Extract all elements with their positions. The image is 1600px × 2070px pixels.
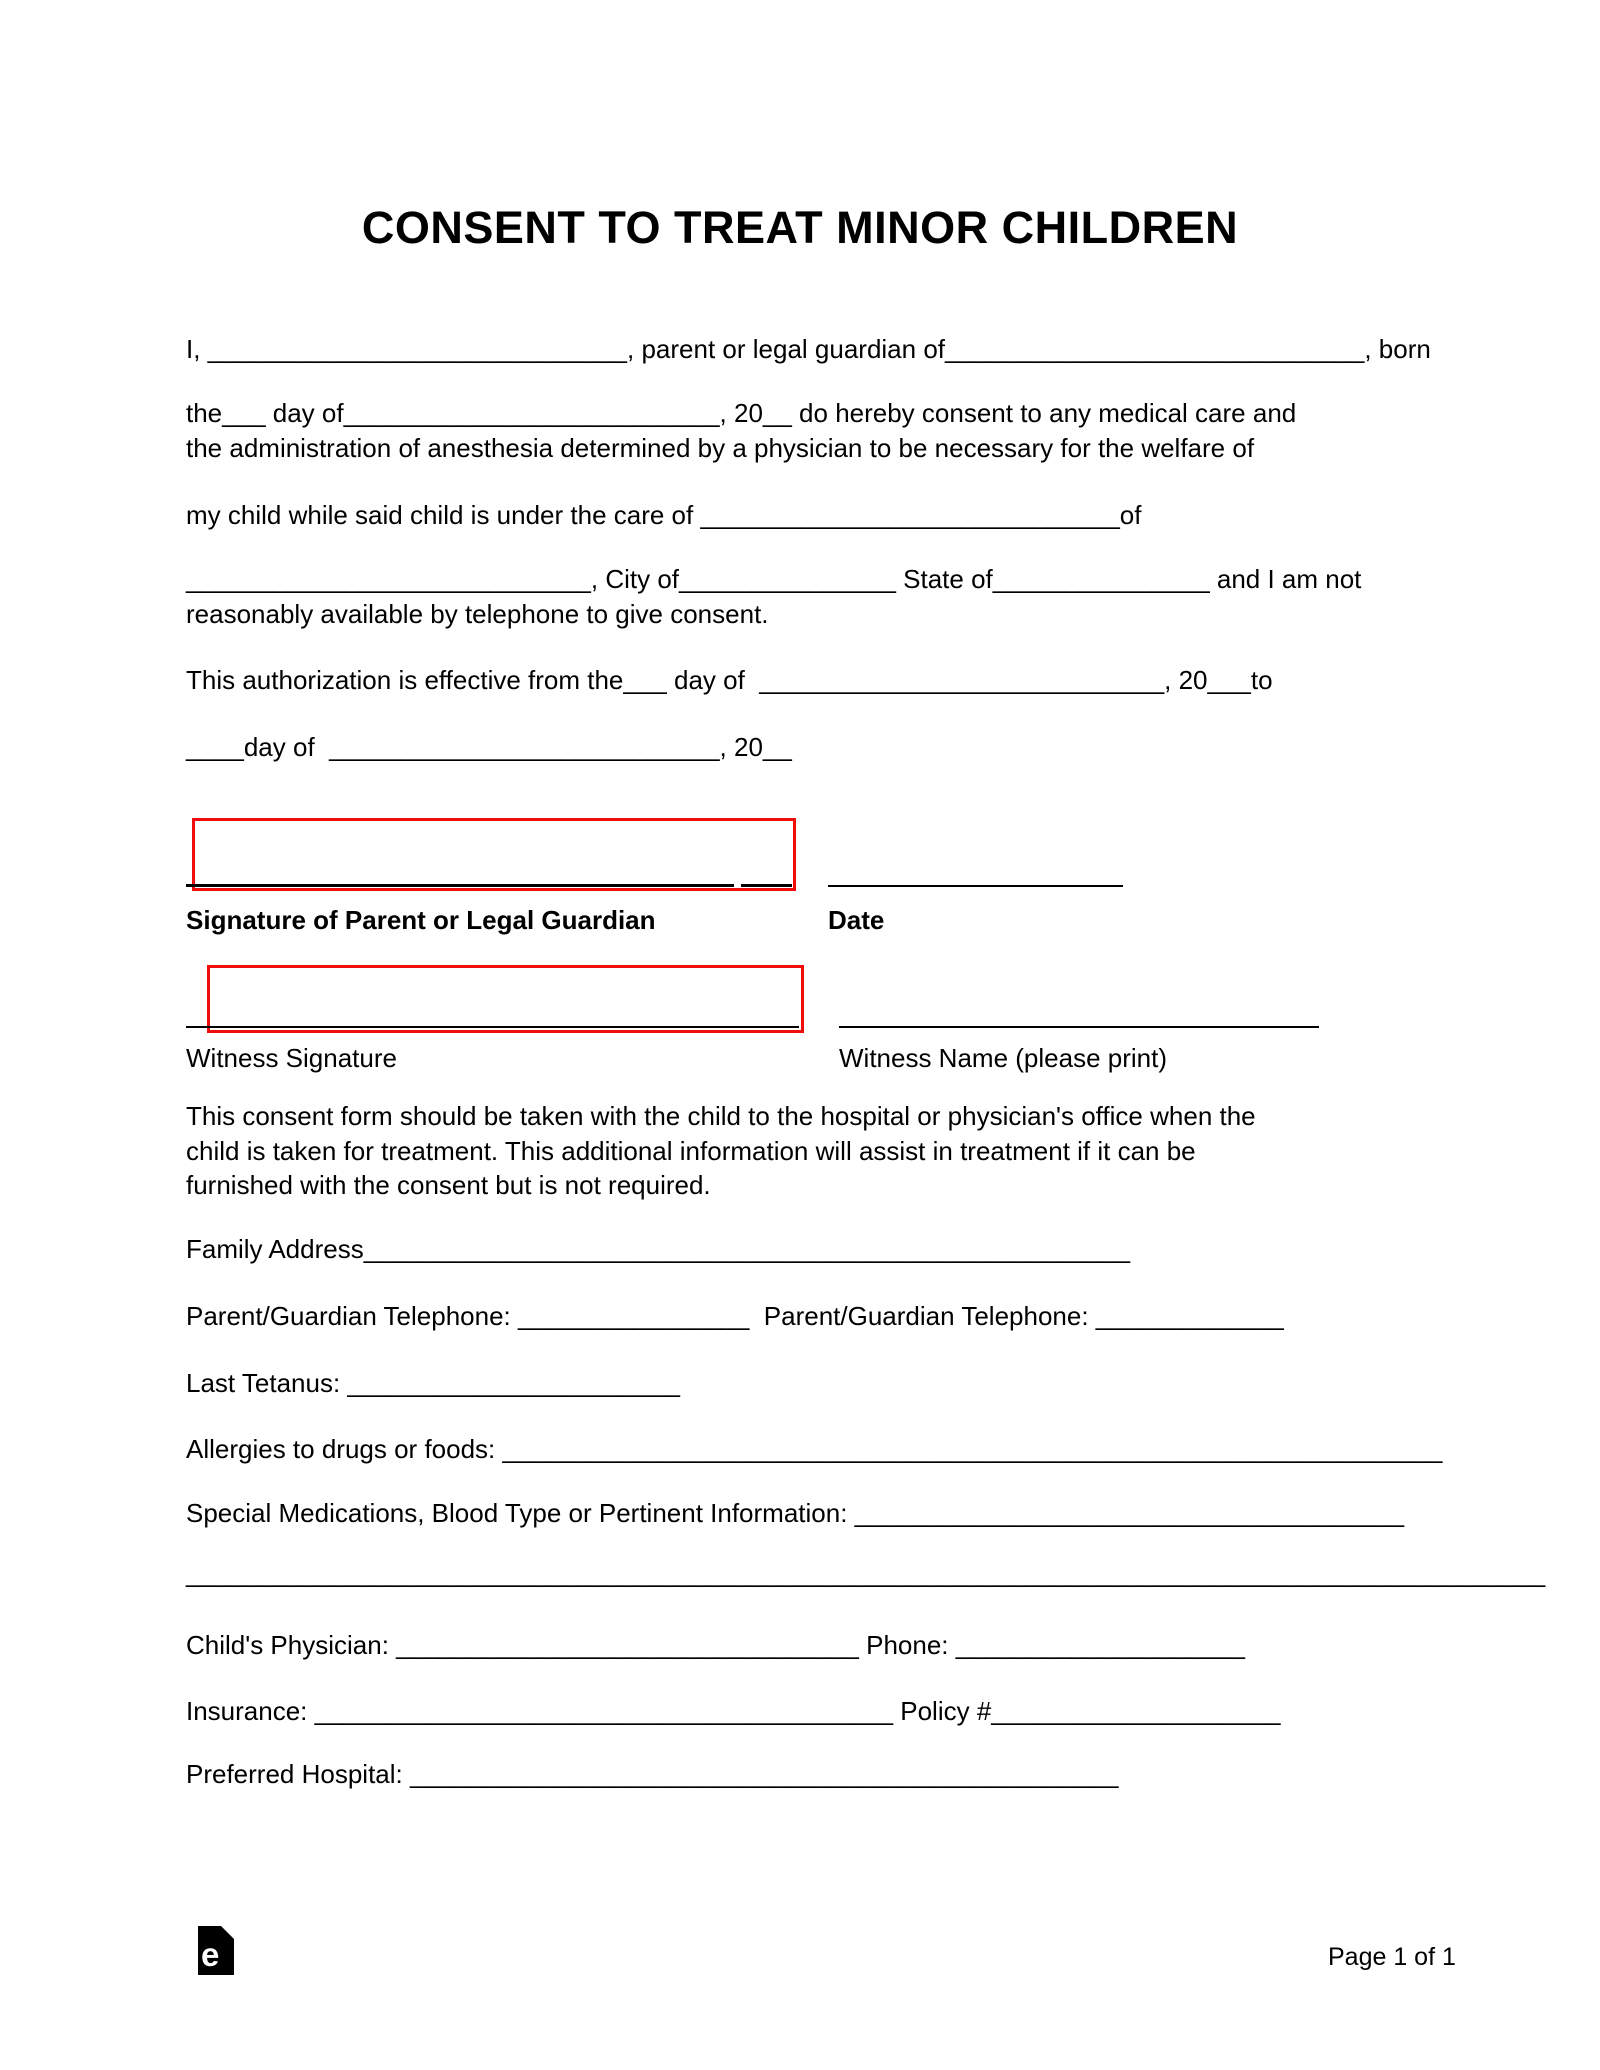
witness-signature-field[interactable] — [207, 965, 804, 1033]
parent-signature-line-end — [741, 884, 792, 887]
telephones-field: Parent/Guardian Telephone: ________________ Parent/Guardian Telephone: _____________ — [186, 1301, 1284, 1331]
info-paragraph-line3: furnished with the consent but is not required. — [186, 1170, 711, 1200]
info-paragraph-line2: child is taken for treatment. This additional information will assist in treatment if it can be — [186, 1136, 1196, 1166]
parent-signature-label: Signature of Parent or Legal Guardian — [186, 905, 656, 935]
page-indicator: Page 1 of 1 — [1328, 1943, 1456, 1971]
witness-signature-line — [186, 1026, 799, 1028]
parent-signature-line — [186, 884, 734, 887]
page-title: CONSENT TO TREAT MINOR CHILDREN — [361, 202, 1239, 253]
eforms-logo-letter: e — [201, 1936, 220, 1973]
last-tetanus-field: Last Tetanus: _______________________ — [186, 1368, 680, 1398]
witness-signature-label: Witness Signature — [186, 1043, 397, 1073]
allergies-field: Allergies to drugs or foods: _________________________________________________________________ — [186, 1434, 1443, 1464]
parent-signature-field[interactable] — [192, 818, 796, 891]
special-medications-field: Special Medications, Blood Type or Pertinent Information: ______________________________________ — [186, 1498, 1405, 1528]
para5-line1: This authorization is effective from the___ day of ____________________________, 20___to — [186, 665, 1273, 695]
witness-name-line — [839, 1026, 1319, 1028]
para2-line1: the___ day of__________________________, 20__ do hereby consent to any medical care and — [186, 398, 1297, 428]
date-label: Date — [828, 905, 885, 935]
family-address-field: Family Address_____________________________________________________ — [186, 1234, 1131, 1264]
para4-line2: reasonably available by telephone to give consent. — [186, 599, 769, 629]
para2-line2: the administration of anesthesia determined by a physician to be necessary for the welfare of — [186, 433, 1255, 463]
childs-physician-field: Child's Physician: ________________________________ Phone: ____________________ — [186, 1630, 1245, 1660]
para3-line1: my child while said child is under the care of _____________________________of — [186, 500, 1142, 530]
eforms-logo-icon — [198, 1926, 234, 1975]
insurance-field: Insurance: ________________________________________ Policy #____________________ — [186, 1696, 1281, 1726]
para6-line1: ____day of ___________________________, 20__ — [186, 732, 792, 762]
witness-name-label: Witness Name (please print) — [839, 1043, 1167, 1073]
info-paragraph-line1: This consent form should be taken with the child to the hospital or physician's office when the — [186, 1101, 1256, 1131]
date-line — [828, 885, 1123, 887]
para4-line1: ____________________________, City of_______________ State of_______________ and I am not — [186, 564, 1362, 594]
preferred-hospital-field: Preferred Hospital: _________________________________________________ — [186, 1759, 1119, 1789]
para1-line1: I, _____________________________, parent or legal guardian of_____________________________, born — [186, 334, 1431, 364]
continuation-blank-line: ______________________________________________________________________________________________ — [186, 1558, 1546, 1588]
